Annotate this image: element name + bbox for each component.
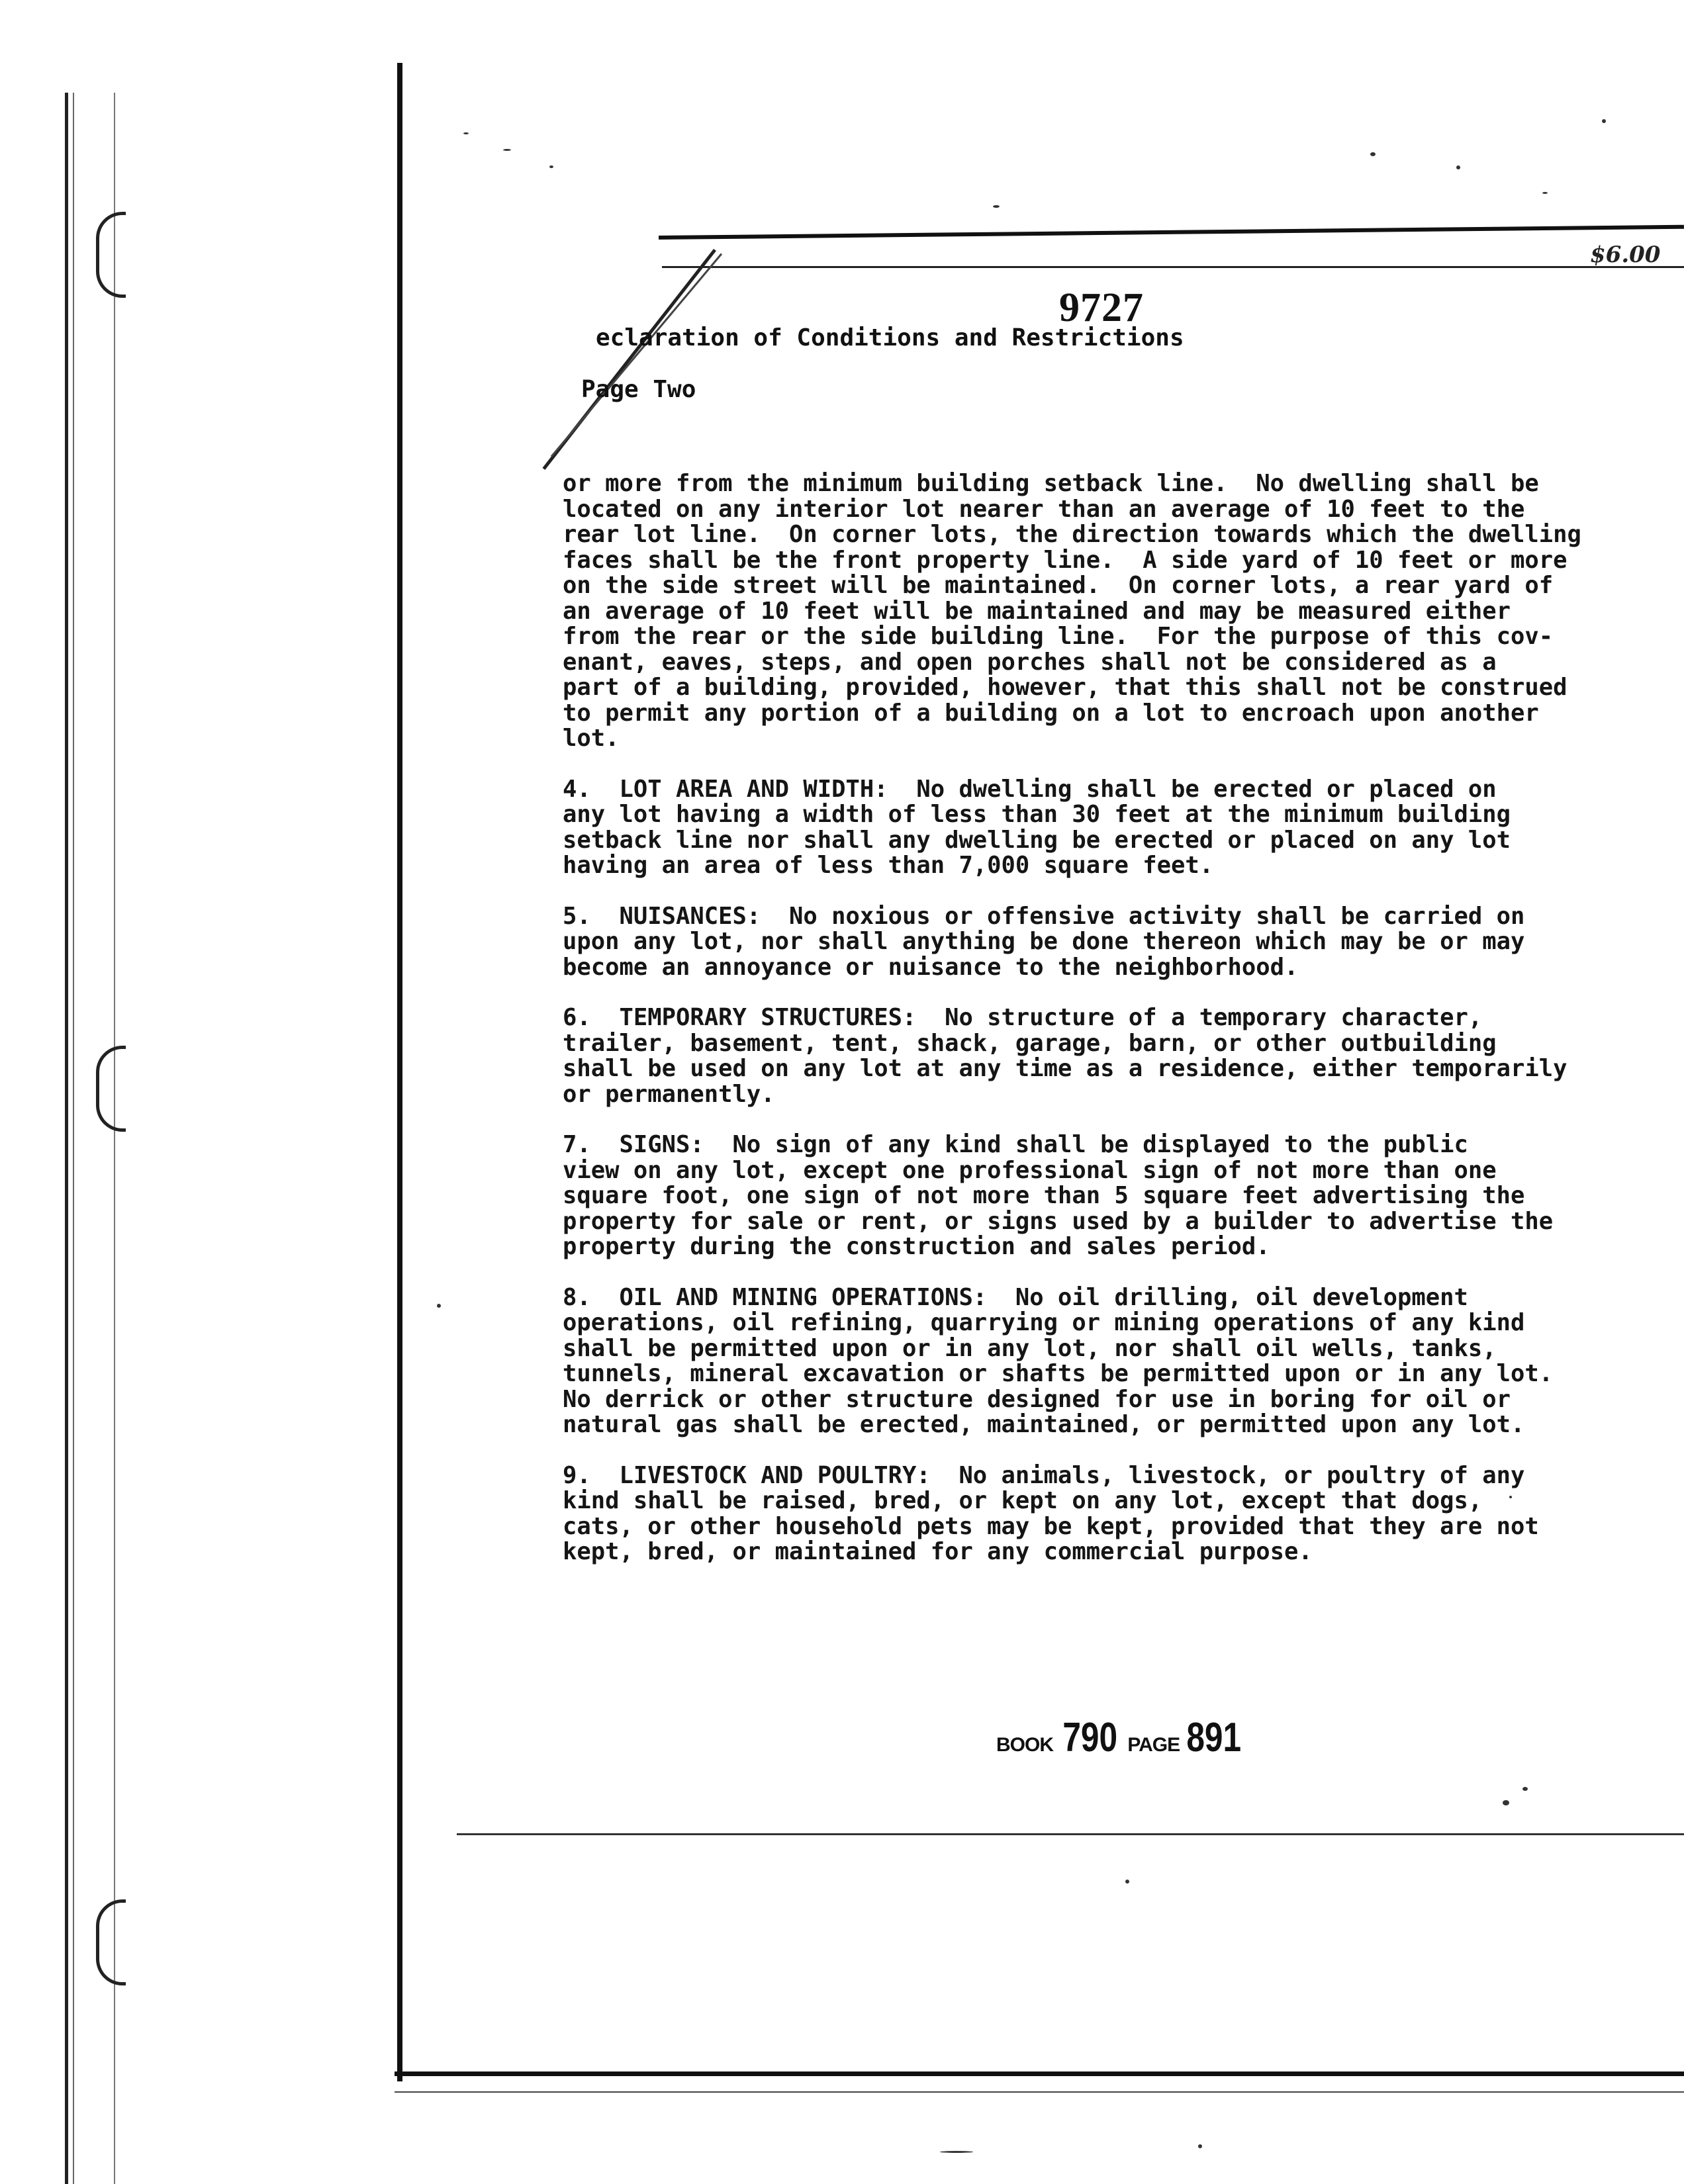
paragraph-nuisances: 5. NUISANCES: No noxious or offensive activity shall be carried on upon any lot, nor shall anything be done thereon which may be or may become an annoyance or nuisance to the neighborhood. (563, 902, 1525, 981)
scan-speck (1456, 165, 1460, 169)
price-mark: $6.00 (1590, 242, 1661, 268)
scan-speck (1542, 192, 1548, 194)
sheet-bottom-shadow (395, 2091, 1684, 2093)
page-stamp-label: PAGE (1127, 1734, 1180, 1756)
scan-speck (1503, 1800, 1509, 1805)
folded-page-top-edge-shadow (662, 266, 1684, 268)
paragraph-livestock-and-poultry: 9. LIVESTOCK AND POULTRY: No animals, livestock, or poultry of any kind shall be raised, bred, or kept on any lot, except that dogs, cats, or other household pets may be kept, provided that they are not kept, bred, or maintained for any commercial purpose. (563, 1461, 1539, 1565)
binding-edge-inner (73, 93, 74, 2184)
scan-speck (437, 1304, 441, 1308)
binding-edge (65, 93, 68, 2184)
paragraph-temporary-structures: 6. TEMPORARY STRUCTURES: No structure of a temporary character, trailer, basement, tent, shack, garage, barn, or other outbuilding shall be used on any lot at any time as a residence, either temporarily or permanently. (563, 1004, 1567, 1108)
folded-corner-shadow (551, 253, 722, 457)
scan-speck (1198, 2144, 1202, 2148)
folded-page-top-edge (659, 225, 1684, 240)
scan-speck (1370, 152, 1376, 156)
page-separator-line (457, 1833, 1684, 1835)
page-label: Page Two (581, 376, 696, 403)
book-number: 790 (1062, 1715, 1118, 1760)
binder-ring-bottom (96, 1899, 126, 1985)
binding-edge-outer (114, 93, 115, 2184)
sheet-bottom-edge (395, 2071, 1684, 2076)
paragraph-setback-continued: or more from the minimum building setback line. No dwelling shall be located on any interior lot nearer than an average of 10 feet to the rear lot line. On corner lots, the direction towards which the dwelling faces shall be the front property line. A side yard of 10 feet or more on the side street will be maintained. On corner lots, a rear yard of an average of 10 feet will be maintained and may be measured either from the rear or the side building line. For the purpose of this cov- enant, eaves, steps, and open porches shall not be considered as a part of a building, provided, however, that this shall not be construed to permit any portion of a building on a lot to encroach upon another lot. (563, 470, 1581, 752)
scan-speck (940, 2151, 973, 2153)
document-number: 9727 (1059, 285, 1144, 330)
scan-speck (463, 132, 469, 134)
scan-speck (1522, 1787, 1528, 1791)
scan-speck (1509, 1496, 1512, 1498)
book-page-stamp (996, 1714, 1248, 1761)
paragraph-oil-and-mining: 8. OIL AND MINING OPERATIONS: No oil drilling, oil development operations, oil refining, quarrying or mining operations of any kind shall be permitted upon or in any lot, nor shall oil wells, tanks, tunnels, mineral excavation or shafts be permitted upon or in any lot. No derrick or other structure designed for use in boring for oil or natural gas shall be erected, maintained, or permitted upon any lot. (563, 1283, 1554, 1438)
scan-speck (1125, 1880, 1129, 1884)
scan-speck (1602, 119, 1606, 123)
book-label: BOOK (996, 1734, 1053, 1756)
paragraph-lot-area-and-width: 4. LOT AREA AND WIDTH: No dwelling shall be erected or placed on any lot having a width of less than 30 feet at the minimum building setback line nor shall any dwelling be erected or placed on any lot having an area of less than 7,000 square feet. (563, 775, 1511, 879)
scan-speck (993, 205, 1000, 208)
restrictions-body (563, 471, 1595, 1590)
document-title: eclaration of Conditions and Restrictions (596, 324, 1184, 351)
scan-speck (549, 165, 553, 168)
binder-ring-top (96, 212, 126, 298)
sheet-left-edge (397, 63, 402, 2081)
page-number: 891 (1186, 1715, 1242, 1760)
paragraph-signs: 7. SIGNS: No sign of any kind shall be displayed to the public view on any lot, except one professional sign of not more than one square foot, one sign of not more than 5 square feet advertising the property for sale or rent, or signs used by a builder to advertise the property during the construction and sales period. (563, 1131, 1554, 1260)
binder-ring-middle (96, 1046, 126, 1132)
scan-speck (503, 149, 511, 151)
